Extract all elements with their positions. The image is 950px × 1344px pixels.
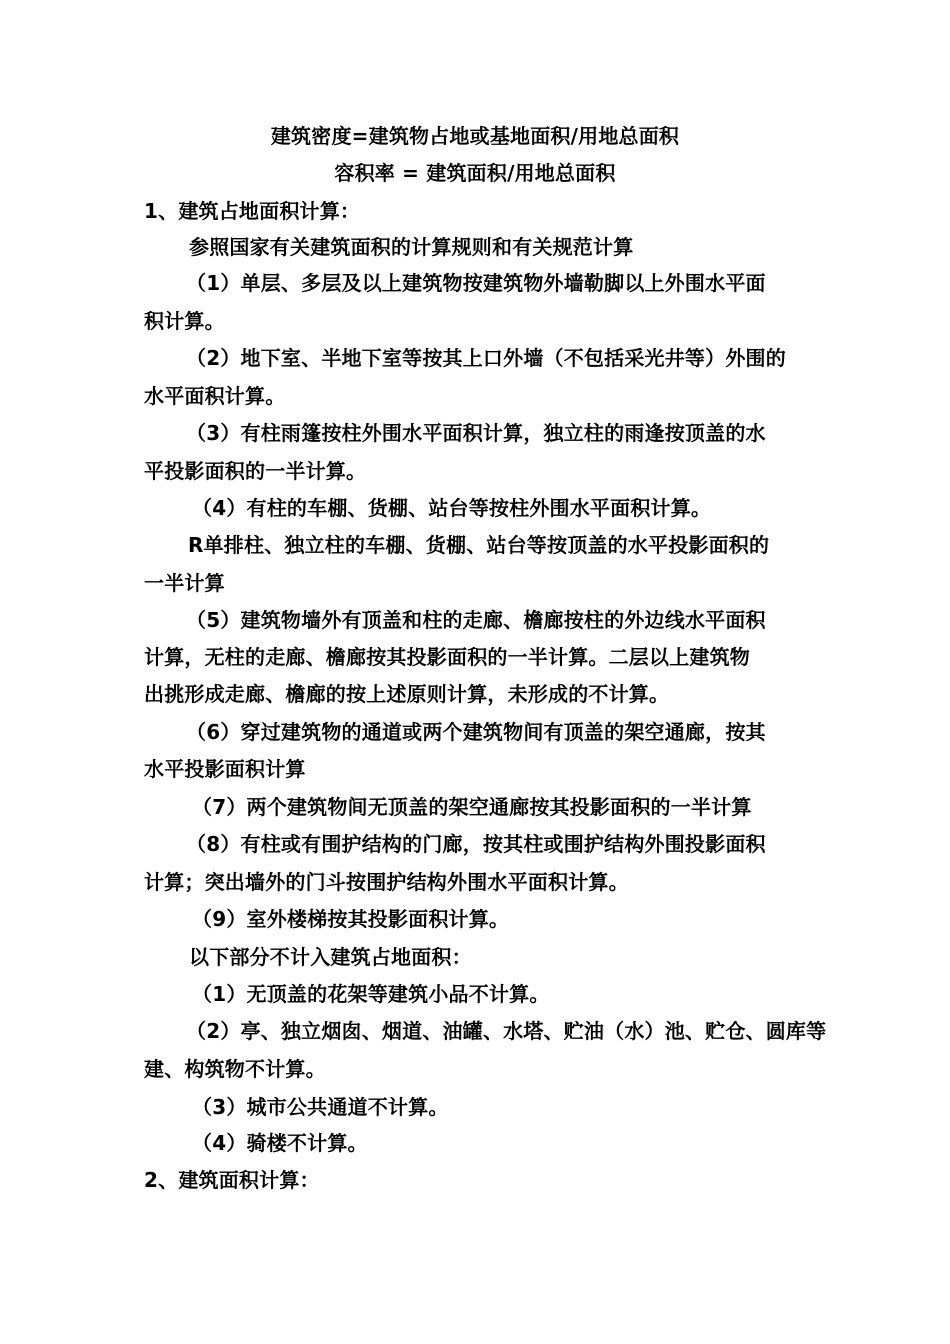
far-formula: 容积率 = 建筑面积/用地总面积 bbox=[334, 161, 616, 185]
section2-heading: 2、建筑面积计算： bbox=[144, 1168, 320, 1192]
section1-intro: 参照国家有关建筑面积的计算规则和有关规范计算 bbox=[189, 235, 634, 259]
item2-line2: 水平面积计算。 bbox=[144, 384, 286, 408]
density-formula: 建筑密度=建筑物占地或基地面积/用地总面积 bbox=[270, 124, 680, 148]
item4b-line2: 一半计算 bbox=[144, 571, 225, 595]
item5-line1: （5）建筑物墙外有顶盖和柱的走廊、檐廊按柱的外边线水平面积 bbox=[186, 608, 766, 632]
item5-line3: 出挑形成走廊、檐廊的按上述原则计算，未形成的不计算。 bbox=[144, 682, 670, 706]
item3-line1: （3）有柱雨篷按柱外围水平面积计算，独立柱的雨逢按顶盖的水 bbox=[186, 421, 766, 445]
exclude-item2-line1: （2）亭、独立烟囱、烟道、油罐、水塔、贮油（水）池、贮仓、圆库等 bbox=[186, 1019, 827, 1043]
item6-line1: （6）穿过建筑物的通道或两个建筑物间有顶盖的架空通廊，按其 bbox=[186, 720, 766, 744]
item5-line2: 计算，无柱的走廊、檐廊按其投影面积的一半计算。二层以上建筑物 bbox=[144, 645, 750, 669]
item2-line1: （2）地下室、半地下室等按其上口外墙（不包括采光井等）外围的 bbox=[186, 346, 786, 370]
item9-line1: （9）室外楼梯按其投影面积计算。 bbox=[192, 907, 510, 931]
item1-line1: （1）单层、多层及以上建筑物按建筑物外墙勒脚以上外围水平面 bbox=[186, 271, 766, 295]
exclude-item1: （1）无顶盖的花架等建筑小品不计算。 bbox=[192, 982, 550, 1006]
item1-line2: 积计算。 bbox=[144, 309, 225, 333]
item8-line2: 计算；突出墙外的门斗按围护结构外围水平面积计算。 bbox=[144, 870, 629, 894]
exclude-item4: （4）骑楼不计算。 bbox=[192, 1131, 368, 1155]
exclude-item2-line2: 建、构筑物不计算。 bbox=[144, 1057, 326, 1081]
exclude-item3: （3）城市公共通道不计算。 bbox=[192, 1095, 449, 1119]
item3-line2: 平投影面积的一半计算。 bbox=[144, 459, 367, 483]
item7-line1: （7）两个建筑物间无顶盖的架空通廊按其投影面积的一半计算 bbox=[192, 795, 752, 819]
item4b-line1: R单排柱、独立柱的车棚、货棚、站台等按顶盖的水平投影面积的 bbox=[188, 533, 770, 557]
item4-line1: （4）有柱的车棚、货棚、站台等按柱外围水平面积计算。 bbox=[192, 496, 712, 520]
section1-heading: 1、建筑占地面积计算： bbox=[144, 199, 361, 223]
item6-line2: 水平投影面积计算 bbox=[144, 757, 306, 781]
exclude-heading: 以下部分不计入建筑占地面积： bbox=[189, 945, 472, 969]
item8-line1: （8）有柱或有围护结构的门廊，按其柱或围护结构外围投影面积 bbox=[186, 832, 766, 856]
